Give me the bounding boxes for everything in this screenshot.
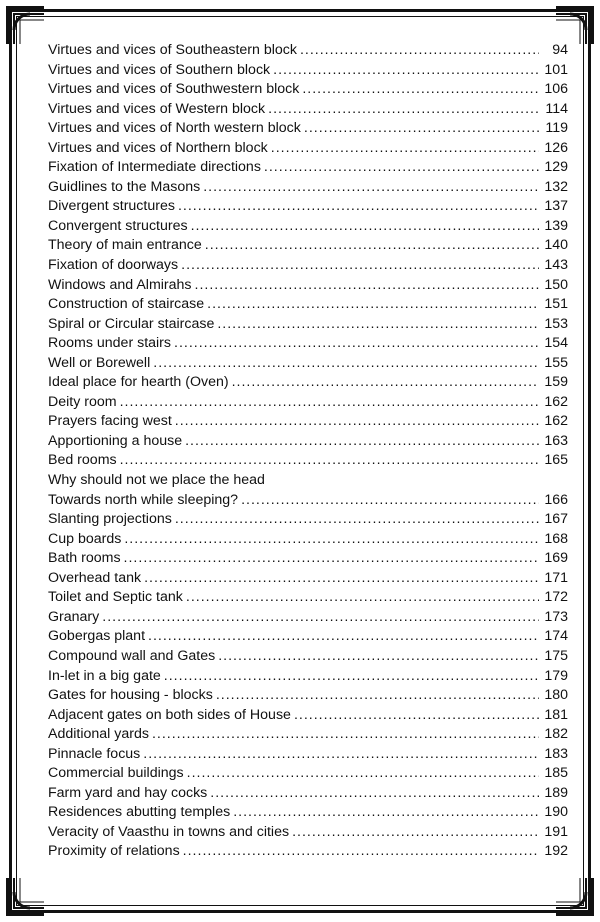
dot-leader <box>205 236 539 256</box>
toc-entry-title: Spiral or Circular staircase <box>48 315 215 332</box>
toc-entry <box>48 627 568 647</box>
toc-entry <box>48 764 568 784</box>
toc-entry-title: Theory of main entrance <box>48 237 202 254</box>
toc-entry-page-number: 119 <box>545 120 568 137</box>
toc-entry <box>48 432 568 452</box>
toc-entry-title: Virtues and vices of Southwestern block <box>48 81 300 98</box>
toc-entry-title: Apportioning a house <box>48 432 183 449</box>
toc-entry <box>48 315 568 335</box>
toc-entry-page-number: 162 <box>544 413 568 430</box>
toc-entry-page-number: 114 <box>545 100 568 117</box>
toc-entry-title: Bed rooms <box>48 452 117 469</box>
dot-leader <box>144 569 539 589</box>
toc-entry <box>48 373 568 393</box>
toc-entry-page-number: 189 <box>544 784 568 801</box>
toc-entry-title: Granary <box>48 608 100 625</box>
toc-entry <box>48 549 568 569</box>
toc-entry-page-number: 179 <box>544 667 568 684</box>
toc-entry-page-number: 180 <box>544 687 568 704</box>
toc-entry-page-number: 151 <box>544 296 568 313</box>
toc-entry-page-number: 159 <box>544 374 568 391</box>
toc-entry-title: Well or Borewell <box>48 354 151 371</box>
toc-entry-page-number: 132 <box>544 178 568 195</box>
toc-entry <box>48 197 568 217</box>
dot-leader <box>143 745 539 765</box>
toc-entry-page-number: 101 <box>544 61 568 78</box>
dot-leader <box>191 217 539 237</box>
toc-entry <box>48 451 568 471</box>
toc-entry-title: Proximity of relations <box>48 843 180 860</box>
toc-entry-page-number: 191 <box>544 823 568 840</box>
toc-entry-page-number: 192 <box>544 843 568 860</box>
dot-leader <box>178 197 539 217</box>
toc-entry <box>48 119 568 139</box>
toc-entry-title: Additional yards <box>48 726 149 743</box>
dot-leader <box>152 725 539 745</box>
toc-entry-page-number: 175 <box>544 647 568 664</box>
table-of-contents <box>48 41 568 862</box>
toc-entry-page-number: 129 <box>544 159 568 176</box>
toc-entry-page-number: 165 <box>544 452 568 469</box>
toc-entry-title: Virtues and vices of Northern block <box>48 139 268 156</box>
toc-entry-title: Deity room <box>48 393 117 410</box>
dot-leader <box>181 256 539 276</box>
toc-entry <box>48 276 568 296</box>
toc-entry-page-number: 185 <box>544 765 568 782</box>
toc-entry-title: Residences abutting temples <box>48 804 231 821</box>
toc-entry-page-number: 190 <box>544 804 568 821</box>
toc-entry-page-number: 173 <box>544 608 568 625</box>
toc-entry-page-number: 106 <box>544 81 568 98</box>
dot-leader <box>268 100 539 120</box>
toc-entry-page-number: 167 <box>544 511 568 528</box>
toc-entry-title: Divergent structures <box>48 198 175 215</box>
toc-entry-title: Ideal place for hearth (Oven) <box>48 374 229 391</box>
dot-leader <box>241 491 539 511</box>
toc-entry-title: Gates for housing - blocks <box>48 687 213 704</box>
dot-leader <box>195 276 539 296</box>
toc-entry-title: Rooms under stairs <box>48 335 172 352</box>
toc-entry <box>48 803 568 823</box>
toc-entry <box>48 471 568 491</box>
toc-entry-page-number: 153 <box>544 315 568 332</box>
toc-entry <box>48 100 568 120</box>
toc-entry <box>48 412 568 432</box>
dot-leader <box>102 608 539 628</box>
dot-leader <box>186 588 539 608</box>
dot-leader <box>300 41 539 61</box>
toc-entry <box>48 354 568 374</box>
dot-leader <box>216 686 539 706</box>
toc-entry-page-number: 166 <box>544 491 568 508</box>
toc-entry <box>48 667 568 687</box>
dot-leader <box>175 510 539 530</box>
toc-entry-page-number: 171 <box>544 569 568 586</box>
dot-leader <box>164 667 539 687</box>
dot-leader <box>148 627 539 647</box>
toc-entry-title: Virtues and vices of Western block <box>48 100 266 117</box>
toc-entry <box>48 80 568 100</box>
corner-ornament-icon <box>554 876 594 916</box>
toc-entry-title: Fixation of doorways <box>48 257 179 274</box>
dot-leader <box>120 451 539 471</box>
dot-leader <box>187 764 539 784</box>
toc-entry <box>48 236 568 256</box>
corner-ornament-icon <box>554 6 594 46</box>
toc-entry <box>48 647 568 667</box>
toc-entry-title: Prayers facing west <box>48 413 172 430</box>
toc-entry <box>48 295 568 315</box>
dot-leader <box>218 647 539 667</box>
toc-entry-title: Fixation of Intermediate directions <box>48 159 261 176</box>
toc-entry-title: Virtues and vices of Southeastern block <box>48 42 297 58</box>
toc-entry-title: Windows and Almirahs <box>48 276 192 293</box>
toc-entry-page-number: 181 <box>544 706 568 723</box>
toc-entry <box>48 256 568 276</box>
toc-entry-page-number: 172 <box>544 589 568 606</box>
dot-leader <box>232 373 539 393</box>
toc-entry-page-number: 169 <box>544 550 568 567</box>
toc-entry-page-number: 174 <box>544 628 568 645</box>
toc-entry-title: Slanting projections <box>48 511 172 528</box>
toc-entry-page-number: 162 <box>544 393 568 410</box>
corner-ornament-icon <box>6 6 46 46</box>
toc-entry-title: Virtues and vices of Southern block <box>48 61 271 78</box>
toc-entry <box>48 139 568 159</box>
toc-entry <box>48 530 568 550</box>
dot-leader <box>185 432 539 452</box>
toc-entry-title: Adjacent gates on both sides of House <box>48 706 291 723</box>
toc-entry <box>48 178 568 198</box>
toc-entry-title: Farm yard and hay cocks <box>48 784 208 801</box>
toc-entry-page-number: 182 <box>544 726 568 743</box>
toc-entry-page-number: 137 <box>544 198 568 215</box>
dot-leader <box>120 393 539 413</box>
toc-entry-title: Convergent structures <box>48 217 188 234</box>
toc-entry-page-number: 154 <box>544 335 568 352</box>
dot-leader <box>210 784 539 804</box>
toc-entry-title: Pinnacle focus <box>48 745 141 762</box>
toc-entry <box>48 725 568 745</box>
toc-entry-page-number: 168 <box>544 530 568 547</box>
toc-entry <box>48 588 568 608</box>
toc-entry <box>48 158 568 178</box>
toc-entry <box>48 842 568 862</box>
dot-leader <box>174 334 539 354</box>
toc-entry-page-number: 143 <box>544 257 568 274</box>
dot-leader <box>124 530 539 550</box>
dot-leader <box>217 315 539 335</box>
dot-leader <box>271 139 539 159</box>
toc-entry <box>48 334 568 354</box>
toc-entry <box>48 706 568 726</box>
dot-leader <box>207 295 539 315</box>
toc-entry-title: In-let in a big gate <box>48 667 161 684</box>
toc-entry <box>48 823 568 843</box>
dot-leader <box>124 549 539 569</box>
toc-entry-page-number: 140 <box>544 237 568 254</box>
toc-entry-title: Cup boards <box>48 530 122 547</box>
dot-leader <box>304 119 539 139</box>
toc-entry <box>48 608 568 628</box>
toc-entry-page-number: 163 <box>544 432 568 449</box>
toc-entry-page-number: 155 <box>544 354 568 371</box>
dot-leader <box>264 158 539 178</box>
dot-leader <box>292 823 539 843</box>
toc-entry-title: Towards north while sleeping? <box>48 491 239 508</box>
toc-entry-page-number: 94 <box>552 42 568 58</box>
toc-entry-title: Why should not we place the head <box>48 472 265 489</box>
dot-leader <box>153 354 539 374</box>
toc-entry <box>48 784 568 804</box>
dot-leader <box>302 80 539 100</box>
dot-leader <box>273 61 539 81</box>
toc-entry <box>48 491 568 511</box>
toc-entry <box>48 41 568 61</box>
toc-entry-title: Compound wall and Gates <box>48 647 216 664</box>
toc-entry <box>48 510 568 530</box>
toc-entry-page-number: 150 <box>544 276 568 293</box>
toc-entry-title: Construction of staircase <box>48 296 205 313</box>
dot-leader <box>203 178 539 198</box>
toc-entry-title: Commercial buildings <box>48 765 184 782</box>
corner-ornament-icon <box>6 876 46 916</box>
toc-entry-title: Virtues and vices of North western block <box>48 120 301 137</box>
toc-entry <box>48 217 568 237</box>
toc-entry-page-number: 139 <box>544 217 568 234</box>
dot-leader <box>233 803 539 823</box>
dot-leader <box>183 842 539 862</box>
toc-entry <box>48 61 568 81</box>
toc-entry-title: Overhead tank <box>48 569 142 586</box>
toc-entry-title: Guidlines to the Masons <box>48 178 201 195</box>
toc-entry <box>48 393 568 413</box>
toc-entry <box>48 686 568 706</box>
toc-entry-title: Gobergas plant <box>48 628 146 645</box>
dot-leader <box>175 412 539 432</box>
toc-entry-page-number: 126 <box>544 139 568 156</box>
toc-entry-title: Bath rooms <box>48 550 121 567</box>
toc-entry <box>48 745 568 765</box>
dot-leader <box>294 706 539 726</box>
toc-entry-page-number: 183 <box>544 745 568 762</box>
toc-entry-title: Veracity of Vaasthu in towns and cities <box>48 823 290 840</box>
toc-entry <box>48 569 568 589</box>
toc-entry-title: Toilet and Septic tank <box>48 589 183 606</box>
